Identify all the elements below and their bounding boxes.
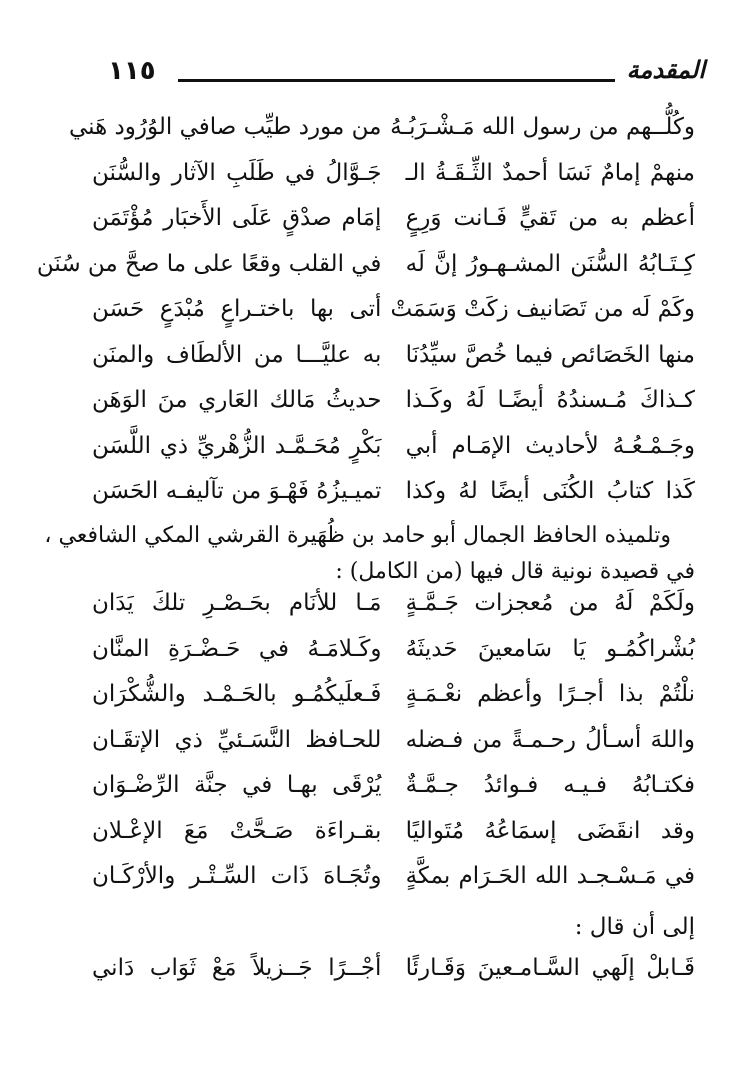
verse-row	[92, 718, 695, 764]
verse-first-hemistich: فكتـابُهُ فـيـه فـوائدُ جـمَّـةٌ	[405, 772, 695, 799]
verse-row	[92, 763, 695, 809]
verse-second-hemistich: يُرْقَى بهـا في جنَّة الرِّضْـوَان	[92, 772, 382, 799]
page-number: ١١٥	[108, 56, 156, 86]
verse-second-hemistich: بقـراءَة صَـحَّتْ مَعَ الإعْـلان	[92, 817, 382, 844]
verse-second-hemistich: تميـيزُهُ فَهْـوَ من تآليفـه الحَسَن	[92, 478, 382, 505]
verse-first-hemistich: وكَمْ لَه من تَصَانيف زكَتْ وَسَمَتْ	[390, 296, 695, 323]
verse-second-hemistich: إمَام صدْقٍ عَلَى الأَخبَار مُؤْتَمَن	[92, 205, 382, 232]
verse-row	[92, 424, 695, 470]
section-title: المقدمة	[626, 56, 705, 84]
verse-second-hemistich: وتُجَـاهَ ذَات السِّـتْـر والأرْكَـان	[92, 863, 382, 890]
verse-row	[92, 196, 695, 242]
verse-second-hemistich: في القلب وقعًا على ما صحَّ من سُنَن	[36, 250, 382, 277]
verse-second-hemistich: جَـوَّالُ في طَلَبِ الآثار والسُّنَن	[92, 159, 382, 186]
verse-second-hemistich: حديثُ مَالك العَاري منَ الوَهَن	[92, 387, 382, 414]
verse-row	[92, 378, 695, 424]
verse-first-hemistich: بُشْراكُمُـو يَا سَامعينَ حَديثَهُ	[405, 635, 695, 662]
verse-second-hemistich: من مورد طيِّب صافي الوُرُود هَني	[68, 114, 382, 141]
poem-block-2	[92, 581, 695, 900]
verse-row	[92, 854, 695, 900]
verse-first-hemistich: نلْتُمْ بذا أجـرًا وأعظم نعْـمَـةٍ	[405, 681, 695, 708]
prose-until-said: إلى أن قال :	[574, 914, 695, 940]
verse-first-hemistich: كَذا كتابُ الكُنَى أيضًا لهُ وكذا	[405, 478, 695, 505]
verse-second-hemistich: أجْــرًا جَــزيلاً مَعْ ثَوَاب دَاني	[92, 955, 382, 982]
verse-second-hemistich: به عليَّـــا من الألطَاف والمنَن	[92, 341, 382, 368]
verse-first-hemistich: واللهَ أسـألُ رحـمـةً من فـضله	[405, 726, 695, 753]
verse-row	[92, 151, 695, 197]
verse-row	[92, 287, 695, 333]
verse-row	[92, 809, 695, 855]
verse-first-hemistich: كـذاكَ مُـسندُهُ أيضًـا لَهُ وكَـذا	[405, 387, 695, 414]
poem-block-1	[36, 105, 695, 515]
verse-second-hemistich: وكَـلامَـهُ في حَـضْـرَةِ المنَّان	[92, 635, 382, 662]
final-verse	[92, 946, 695, 992]
verse-first-hemistich: ولَكَمْ لَهُ من مُعجزات جَـمَّـةٍ	[405, 590, 695, 617]
verse-second-hemistich: للحـافظ النَّسَـئيِّ ذي الإتقَـان	[92, 726, 382, 753]
verse-row	[92, 946, 695, 992]
verse-second-hemistich: فَـعلَيكُمُـو بالحَـمْـد والشُّكْرَان	[92, 681, 382, 708]
verse-row	[92, 333, 695, 379]
verse-first-hemistich: وجَـمْـعُـهُ لأحاديث الإمَـام أبي	[405, 432, 695, 459]
verse-first-hemistich: في مَـسْـجـد الله الحَـرَام بمكَّةٍ	[405, 863, 695, 890]
verse-row	[92, 581, 695, 627]
verse-row	[92, 469, 695, 515]
prose-intro-text-1: وتلميذه الحافظ الجمال أبو حامد بن ظُهَيرة القرشي المكي الشافعي ،	[44, 523, 671, 548]
verse-first-hemistich: منهمْ إمامٌ نَسَا أحمدٌ الثِّـقَـةُ الـ	[405, 159, 695, 186]
header-rule	[178, 79, 615, 82]
prose-intro-line-1	[44, 523, 707, 548]
verse-first-hemistich: أعظم به من تَقيٍّ فَـانت وَرِعٍ	[405, 205, 695, 232]
verse-second-hemistich: مَـا للأنَام بحَـصْـرِ تلكَ يَدَان	[92, 590, 382, 617]
verse-first-hemistich: وقد انقَضَى إسمَاعُهُ مُتَواليًا	[405, 817, 695, 844]
prose-intro-line-2: في قصيدة نونية قال فيها (من الكامل) :	[335, 559, 695, 584]
verse-row	[92, 627, 695, 673]
verse-first-hemistich: كِـتَـابُهُ السُّنَن المشـهـورُ إنَّ لَه	[405, 250, 695, 277]
verse-first-hemistich: قَـابلْ إلَهي السَّـامـعينَ وَقَـارئًا	[405, 955, 695, 982]
page-header	[88, 56, 705, 96]
verse-row	[36, 242, 695, 288]
verse-second-hemistich: أتى بها باختـراعٍ مُبْدَعٍ حَسَن	[92, 296, 382, 323]
verse-row	[68, 105, 695, 151]
verse-row	[92, 672, 695, 718]
verse-second-hemistich: بَكْرٍ مُحَـمَّـد الزُّهْريِّ ذي اللَّسَن	[92, 432, 382, 459]
verse-first-hemistich: منها الخَصَائص فيما خُصَّ سيِّدُنَا	[405, 341, 695, 368]
verse-first-hemistich: وكُلُّــهم من رسول الله مَـشْـرَبُـهُ	[390, 114, 695, 141]
